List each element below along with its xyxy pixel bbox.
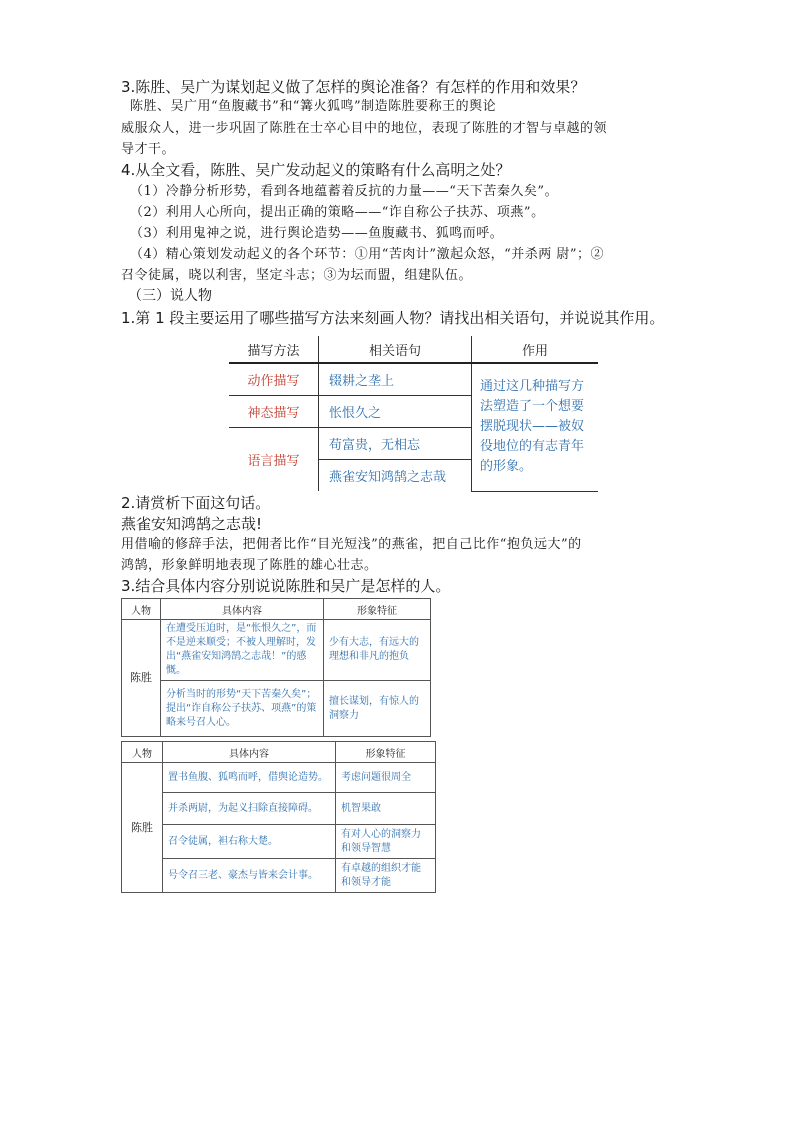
q1-line: 1.第 1 段主要运用了哪些描写方法来刻画人物？请找出相关语句，并说说其作用。 [121, 309, 665, 327]
table-header: 相关语句 [319, 336, 472, 363]
table-header: 形象特征 [336, 742, 436, 763]
answer-line: （4）精心策划发动起义的各个环节：①用“苦肉计”激起众怒，“并杀两 尉”；② [130, 247, 604, 262]
trait-cell: 有对人心的洞察力和领导智慧 [336, 825, 436, 859]
answer-line: 召令徒属，晓以利害，坚定斗志；③为坛而盟，组建队伍。 [121, 268, 473, 283]
trait-cell: 少有大志，有远大的理想和非凡的抱负 [324, 620, 431, 681]
answer-line: 鸿鹄，形象鲜明地表现了陈胜的雄心壮志。 [121, 558, 378, 573]
chen-sheng-table-2 [121, 741, 436, 893]
sentence-cell: 苟富贵，无相忘 [319, 427, 472, 459]
table-header: 人物 [122, 599, 161, 620]
answer-line: （1）冷静分析形势，看到各地蕴蓄着反抗的力量——“天下苦秦久矣”。 [130, 184, 559, 199]
content-cell: 在遭受压迫时，是“怅恨久之”，而不是逆来顺受；不被人理解时，发出“燕雀安知鸿鹄之志哉！”的感慨。 [161, 620, 324, 681]
method-cell: 神态描写 [229, 395, 319, 427]
q4-line: 4.从全文看，陈胜、吴广发动起义的策略有什么高明之处？ [121, 161, 511, 179]
content-cell: 召令徒属，袒右称大楚。 [163, 825, 336, 859]
method-cell: 动作描写 [229, 363, 319, 395]
content-cell: 置书鱼腹、狐鸣而呼，借舆论造势。 [163, 763, 336, 793]
q2-line: 2.请赏析下面这句话。 [121, 494, 271, 512]
q3b-line: 3.结合具体内容分别说说陈胜和吴广是怎样的人。 [121, 577, 451, 595]
sentence-cell: 燕雀安知鸿鹄之志哉 [319, 459, 472, 491]
answer-line: 陈胜、吴广用“鱼腹藏书”和“篝火狐鸣”制造陈胜要称王的舆论 [130, 99, 497, 114]
trait-cell: 有卓越的组织才能和领导才能 [336, 859, 436, 893]
q3-line: 3.陈胜、吴广为谋划起义做了怎样的舆论准备？有怎样的作用和效果？ [121, 78, 586, 96]
answer-line: 用借喻的修辞手法，把佣者比作“目光短浅”的燕雀，把自己比作“抱负远大”的 [121, 537, 582, 552]
table-header: 形象特征 [324, 599, 431, 620]
answer-line: 威服众人，进一步巩固了陈胜在士卒心目中的地位，表现了陈胜的才智与卓越的领 [121, 121, 608, 136]
answer-line: （2）利用人心所向，提出正确的策略——“诈自称公子扶苏、项燕”。 [130, 205, 545, 220]
description-method-table [229, 336, 598, 492]
table-header: 具体内容 [161, 599, 324, 620]
content-cell: 分析当时的形势“天下苦秦久矣”；提出“诈自称公子扶苏、项燕”的策略来号召人心。 [161, 681, 324, 737]
section-heading: （三）说人物 [128, 288, 212, 304]
effect-cell: 通过这几种描写方法塑造了一个想要摆脱现状——被奴役地位的有志青年的形象。 [472, 363, 599, 491]
quote-line: 燕雀安知鸿鹄之志哉! [121, 515, 263, 533]
trait-cell: 擅长谋划，有惊人的洞察力 [324, 681, 431, 737]
method-cell: 语言描写 [247, 453, 300, 469]
table-header: 作用 [472, 336, 599, 363]
sentence-cell: 辍耕之垄上 [319, 363, 472, 395]
person-cell: 陈胜 [122, 620, 161, 737]
chen-sheng-table-1 [121, 598, 431, 737]
content-cell: 并杀两尉，为起义扫除直接障碍。 [163, 793, 336, 825]
sentence-cell: 怅恨久之 [319, 395, 472, 427]
content-cell: 号令召三老、豪杰与皆来会计事。 [163, 859, 336, 893]
table-header: 具体内容 [163, 742, 336, 763]
table-header: 描写方法 [229, 336, 319, 363]
answer-line: 导才干。 [121, 142, 176, 157]
table-header: 人物 [122, 742, 163, 763]
trait-cell: 考虑问题很周全 [336, 763, 436, 793]
trait-cell: 机智果敢 [336, 793, 436, 825]
answer-line: （3）利用鬼神之说，进行舆论造势——鱼腹藏书、狐鸣而呼。 [130, 226, 504, 241]
person-cell: 陈胜 [122, 763, 163, 893]
